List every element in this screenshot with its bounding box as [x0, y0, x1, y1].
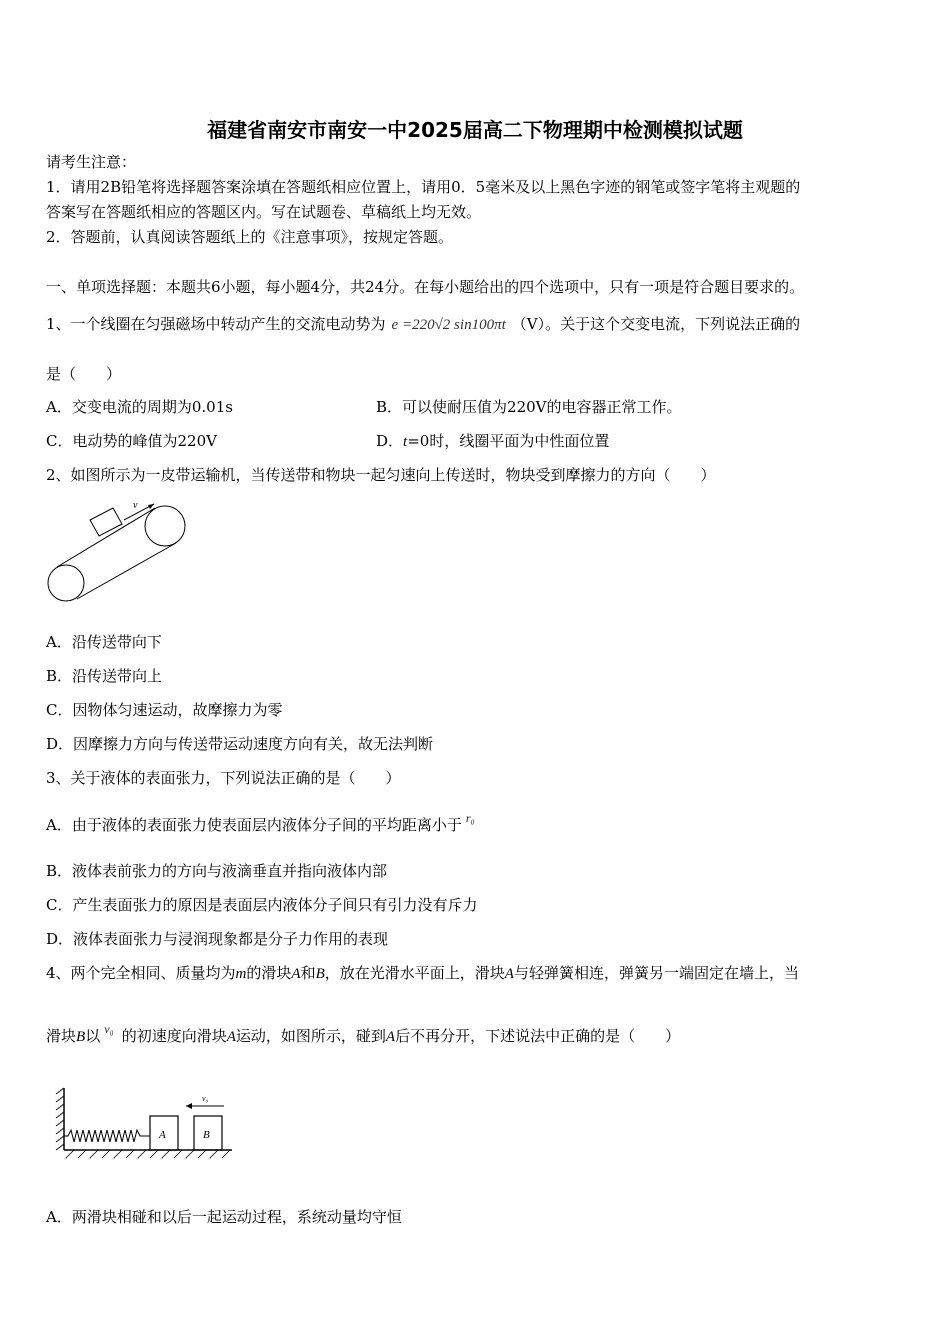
q1-option-d-var: t	[403, 434, 408, 450]
notice-heading: 请考生注意：	[46, 153, 137, 171]
q2-option-d: D．因摩擦力方向与传送带运动速度方向有关，故无法判断	[46, 735, 434, 753]
q4-text: ，放在光滑水平面上，滑块	[324, 964, 505, 982]
floor-hatching	[66, 1150, 230, 1158]
q4-block-a-var: A	[291, 966, 301, 982]
q4-stem-line-2	[46, 1022, 681, 1047]
q4-text: 后不再分开，下述说法中正确的是（ ）	[395, 1027, 681, 1045]
q2-option-b: B．沿传送带向上	[46, 667, 163, 685]
q1-option-d-label: D．	[376, 432, 404, 450]
q4-text: 运动，如图所示，碰到	[235, 1027, 386, 1045]
q4-stem-line-1	[46, 963, 799, 984]
conveyor-block	[90, 508, 122, 536]
q3-option-b: B．液体表前张力的方向与液滴垂直并指向液体内部	[46, 862, 388, 880]
q1-stem-a: 1、一个线圈在匀强磁场中转动产生的交流电动势为	[46, 315, 386, 333]
section-heading: 一、单项选择题：本题共6小题，每小题4分，共24分。在每小题给出的四个选项中，只有一项是符合题目要求的。	[46, 278, 805, 296]
block-b-label: B	[203, 1129, 210, 1141]
conveyor-figure	[44, 496, 194, 606]
conveyor-belt-bottom	[77, 543, 176, 599]
q4-block-a-var: A	[504, 966, 514, 982]
v0-arrowhead	[186, 1103, 192, 1109]
q4-text: 的滑块	[246, 964, 292, 982]
q4-text: 和	[300, 964, 316, 982]
q4-block-b-var: B	[315, 966, 325, 982]
q4-text: 的初速度向滑块	[121, 1027, 227, 1045]
q3-option-a	[46, 811, 475, 836]
q1-stem-b: （V）。关于这个交变电流，下列说法正确的	[511, 315, 801, 333]
wall-hatching	[56, 1088, 64, 1150]
q3-option-a-text: A．由于液体的表面张力使表面层内液体分子间的平均距离小于	[46, 816, 462, 834]
q1-option-a: A．交变电流的周期为0.01s	[46, 398, 233, 416]
spring-blocks-figure	[52, 1084, 252, 1164]
velocity-arrowhead	[148, 504, 154, 509]
block-a-label: A	[159, 1129, 166, 1141]
notice-line-2: 2．答题前，认真阅读答题纸上的《注意事项》，按规定答题。	[46, 228, 454, 246]
q4-text: 与轻弹簧相连，弹簧另一端固定在墙上，当	[513, 964, 799, 982]
q1-formula: e =220√2 sin100πt	[391, 317, 506, 333]
q2-option-a: A．沿传送带向下	[46, 633, 162, 651]
page-title: 福建省南安市南安一中2025届高二下物理期中检测模拟试题	[207, 118, 743, 142]
q4-text: 以	[85, 1027, 101, 1045]
velocity-label: v	[133, 500, 138, 511]
q1-option-d-text: =0时，线圈平面为中性面位置	[407, 432, 610, 450]
q4-option-a: A．两滑块相碰和以后一起运动过程，系统动量均守恒	[46, 1208, 402, 1226]
q1-option-c: C．电动势的峰值为220V	[46, 432, 217, 450]
notice-line-1: 1．请用2B铅笔将选择题答案涂填在答题纸相应位置上，请用0．5毫米及以上黑色字迹的钢笔或签字笔将主观题的	[46, 178, 801, 196]
q1-stem	[46, 314, 800, 335]
v0-label: v₀	[202, 1094, 209, 1103]
q4-block-a-var: A	[226, 1029, 236, 1045]
spring	[64, 1130, 150, 1142]
q1-option-b: B．可以使耐压值为220V的电容器正常工作。	[376, 398, 682, 416]
q2-stem: 2、如图所示为一皮带运输机，当传送带和物块一起匀速向上传送时，物块受到摩擦力的方向（ ）	[46, 466, 716, 484]
q3-stem: 3、关于液体的表面张力，下列说法正确的是（ ）	[46, 769, 401, 787]
conveyor-upper-roller	[145, 506, 185, 546]
q4-block-b-var: B	[76, 1029, 86, 1045]
q1-stem-c: 是（ ）	[46, 365, 122, 383]
q4-text: 4、两个完全相同、质量均为	[46, 964, 236, 982]
conveyor-lower-roller	[48, 565, 84, 601]
notice-line-1b: 答案写在答题纸相应的答题区内。写在试题卷、草稿纸上均无效。	[46, 203, 482, 221]
q3-r0-symbol: r₀	[465, 811, 475, 825]
q1-option-d	[376, 431, 609, 452]
q3-option-d: D．液体表面张力与浸润现象都是分子力作用的表现	[46, 930, 389, 948]
q2-option-c: C．因物体匀速运动，故摩擦力为零	[46, 701, 283, 719]
q4-text: 滑块	[46, 1027, 77, 1045]
q3-option-c: C．产生表面张力的原因是表面层内液体分子间只有引力没有斥力	[46, 896, 478, 914]
q4-v0-symbol: v₀	[104, 1022, 114, 1036]
q4-mass-var: m	[235, 966, 247, 982]
conveyor-belt-top	[57, 508, 155, 567]
q4-block-a-var: A	[385, 1029, 396, 1045]
